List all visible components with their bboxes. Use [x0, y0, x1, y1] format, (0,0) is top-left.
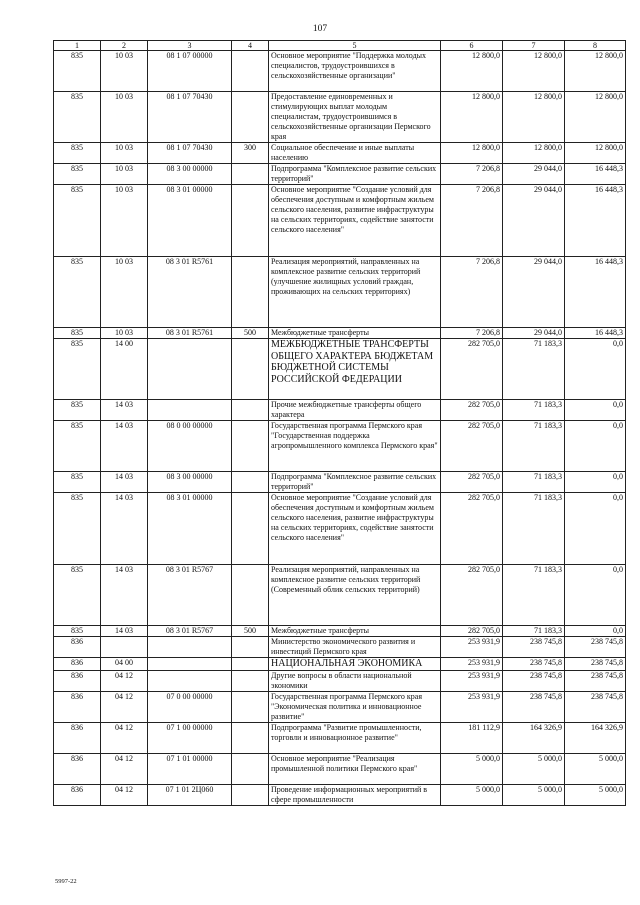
cell-admin-code: 836	[54, 658, 101, 671]
cell-target-article	[148, 637, 232, 658]
cell-description: Реализация мероприятий, направленных на комплексное развитие сельских территорий (Современный облик сельских территорий)	[269, 565, 441, 626]
cell-amount-col6: 253 931,9	[441, 658, 503, 671]
table-row	[54, 658, 626, 671]
column-header: 1	[54, 41, 101, 51]
cell-amount-col7: 71 183,3	[503, 339, 565, 400]
cell-target-article: 08 3 01 R5767	[148, 565, 232, 626]
cell-description: Другие вопросы в области национальной экономики	[269, 670, 441, 691]
cell-amount-col6: 7 206,8	[441, 328, 503, 339]
cell-amount-col6: 12 800,0	[441, 92, 503, 143]
cell-section-code: 04 12	[101, 784, 148, 805]
cell-section-code: 04 12	[101, 670, 148, 691]
cell-amount-col6: 5 000,0	[441, 753, 503, 784]
cell-admin-code: 836	[54, 753, 101, 784]
cell-expense-type	[232, 493, 269, 565]
cell-amount-col6: 7 206,8	[441, 257, 503, 328]
cell-amount-col6: 282 705,0	[441, 400, 503, 421]
cell-description: НАЦИОНАЛЬНАЯ ЭКОНОМИКА	[269, 658, 441, 671]
cell-admin-code: 835	[54, 328, 101, 339]
cell-expense-type	[232, 691, 269, 722]
cell-amount-col7: 5 000,0	[503, 753, 565, 784]
cell-target-article: 07 1 01 00000	[148, 753, 232, 784]
cell-target-article: 07 0 00 00000	[148, 691, 232, 722]
cell-expense-type	[232, 784, 269, 805]
cell-expense-type: 300	[232, 143, 269, 164]
cell-target-article: 08 3 01 R5761	[148, 328, 232, 339]
cell-amount-col8: 16 448,3	[565, 185, 626, 257]
cell-description: Основное мероприятие "Создание условий для обеспечения доступным и комфортным жильем сельского населения, развитие инфраструктуры на сельских территориях, содействие занятости сельского населения"	[269, 185, 441, 257]
cell-admin-code: 835	[54, 257, 101, 328]
cell-amount-col8: 164 326,9	[565, 722, 626, 753]
table-row	[54, 670, 626, 691]
cell-target-article	[148, 670, 232, 691]
cell-amount-col7: 29 044,0	[503, 164, 565, 185]
cell-amount-col7: 238 745,8	[503, 637, 565, 658]
cell-amount-col6: 253 931,9	[441, 637, 503, 658]
cell-section-code: 14 03	[101, 472, 148, 493]
cell-amount-col6: 253 931,9	[441, 670, 503, 691]
cell-admin-code: 836	[54, 722, 101, 753]
cell-amount-col6: 253 931,9	[441, 691, 503, 722]
cell-amount-col7: 29 044,0	[503, 257, 565, 328]
table-row	[54, 753, 626, 784]
table-header-row	[54, 41, 626, 51]
cell-amount-col7: 71 183,3	[503, 565, 565, 626]
column-header: 6	[441, 41, 503, 51]
cell-amount-col6: 5 000,0	[441, 784, 503, 805]
cell-admin-code: 835	[54, 493, 101, 565]
cell-expense-type	[232, 658, 269, 671]
cell-section-code: 14 00	[101, 339, 148, 400]
column-header: 2	[101, 41, 148, 51]
cell-expense-type	[232, 421, 269, 472]
cell-admin-code: 835	[54, 51, 101, 92]
cell-amount-col8: 0,0	[565, 565, 626, 626]
cell-amount-col7: 12 800,0	[503, 92, 565, 143]
table-body	[54, 51, 626, 806]
cell-target-article: 08 1 07 70430	[148, 143, 232, 164]
cell-description: Основное мероприятие "Создание условий для обеспечения доступным и комфортным жильем сельского населения, развитие инфраструктуры на сельских территориях, содействие занятости сельского населения"	[269, 493, 441, 565]
cell-amount-col8: 5 000,0	[565, 784, 626, 805]
cell-amount-col8: 5 000,0	[565, 753, 626, 784]
cell-section-code: 14 03	[101, 493, 148, 565]
cell-amount-col7: 71 183,3	[503, 400, 565, 421]
cell-expense-type	[232, 339, 269, 400]
cell-target-article: 08 1 07 70430	[148, 92, 232, 143]
cell-target-article: 08 3 00 00000	[148, 164, 232, 185]
cell-section-code: 04 12	[101, 753, 148, 784]
cell-target-article: 07 1 00 00000	[148, 722, 232, 753]
cell-expense-type	[232, 185, 269, 257]
cell-expense-type: 500	[232, 626, 269, 637]
table-row	[54, 626, 626, 637]
cell-amount-col6: 282 705,0	[441, 565, 503, 626]
cell-amount-col6: 12 800,0	[441, 51, 503, 92]
cell-amount-col8: 238 745,8	[565, 658, 626, 671]
cell-section-code: 14 03	[101, 400, 148, 421]
cell-admin-code: 835	[54, 92, 101, 143]
table-row	[54, 328, 626, 339]
cell-amount-col8: 12 800,0	[565, 92, 626, 143]
table-row	[54, 257, 626, 328]
cell-admin-code: 835	[54, 185, 101, 257]
cell-amount-col7: 12 800,0	[503, 143, 565, 164]
cell-amount-col6: 282 705,0	[441, 626, 503, 637]
table-row	[54, 421, 626, 472]
cell-expense-type	[232, 722, 269, 753]
cell-section-code: 04 12	[101, 722, 148, 753]
cell-amount-col8: 16 448,3	[565, 328, 626, 339]
cell-description: Основное мероприятие "Реализация промышленной политики Пермского края"	[269, 753, 441, 784]
cell-amount-col6: 282 705,0	[441, 493, 503, 565]
cell-amount-col6: 12 800,0	[441, 143, 503, 164]
cell-admin-code: 835	[54, 164, 101, 185]
cell-target-article: 08 3 00 00000	[148, 472, 232, 493]
cell-expense-type	[232, 670, 269, 691]
cell-amount-col8: 0,0	[565, 493, 626, 565]
cell-target-article	[148, 339, 232, 400]
cell-admin-code: 836	[54, 691, 101, 722]
cell-section-code: 10 03	[101, 143, 148, 164]
cell-amount-col7: 71 183,3	[503, 493, 565, 565]
cell-amount-col8: 16 448,3	[565, 164, 626, 185]
cell-expense-type: 500	[232, 328, 269, 339]
cell-expense-type	[232, 257, 269, 328]
cell-description: Подпрограмма "Комплексное развитие сельских территорий"	[269, 164, 441, 185]
cell-section-code: 14 03	[101, 421, 148, 472]
cell-amount-col7: 71 183,3	[503, 421, 565, 472]
cell-target-article	[148, 658, 232, 671]
cell-target-article: 08 3 01 00000	[148, 493, 232, 565]
cell-amount-col8: 0,0	[565, 339, 626, 400]
table-row	[54, 637, 626, 658]
cell-expense-type	[232, 51, 269, 92]
table-row	[54, 92, 626, 143]
cell-amount-col8: 0,0	[565, 626, 626, 637]
table-row	[54, 784, 626, 805]
cell-amount-col6: 181 112,9	[441, 722, 503, 753]
cell-amount-col6: 7 206,8	[441, 185, 503, 257]
cell-description: МЕЖБЮДЖЕТНЫЕ ТРАНСФЕРТЫ ОБЩЕГО ХАРАКТЕРА БЮДЖЕТАМ БЮДЖЕТНОЙ СИСТЕМЫ РОССИЙСКОЙ ФЕДЕРАЦИИ	[269, 339, 441, 400]
table-row	[54, 400, 626, 421]
cell-target-article: 08 3 01 R5761	[148, 257, 232, 328]
page-number: 107	[312, 24, 328, 34]
cell-admin-code: 835	[54, 143, 101, 164]
cell-amount-col8: 0,0	[565, 472, 626, 493]
cell-target-article: 08 3 01 R5767	[148, 626, 232, 637]
cell-description: Подпрограмма "Комплексное развитие сельских территорий"	[269, 472, 441, 493]
column-header: 7	[503, 41, 565, 51]
cell-admin-code: 836	[54, 637, 101, 658]
cell-description: Государственная программа Пермского края "Государственная поддержка агропромышленного комплекса Пермского края"	[269, 421, 441, 472]
table-row	[54, 339, 626, 400]
cell-amount-col6: 7 206,8	[441, 164, 503, 185]
cell-amount-col8: 0,0	[565, 400, 626, 421]
cell-expense-type	[232, 472, 269, 493]
cell-admin-code: 835	[54, 472, 101, 493]
cell-section-code	[101, 637, 148, 658]
column-header: 3	[148, 41, 232, 51]
cell-expense-type	[232, 164, 269, 185]
cell-section-code: 10 03	[101, 328, 148, 339]
budget-table	[53, 40, 626, 806]
cell-amount-col7: 238 745,8	[503, 670, 565, 691]
cell-amount-col7: 71 183,3	[503, 626, 565, 637]
cell-amount-col8: 0,0	[565, 421, 626, 472]
cell-description: Подпрограмма "Развитие промышленности, торговли и инновационное развитие"	[269, 722, 441, 753]
cell-description: Министерство экономического развития и инвестиций Пермского края	[269, 637, 441, 658]
cell-amount-col6: 282 705,0	[441, 339, 503, 400]
cell-expense-type	[232, 92, 269, 143]
cell-description: Межбюджетные трансферты	[269, 626, 441, 637]
table-row	[54, 185, 626, 257]
table-row	[54, 493, 626, 565]
cell-expense-type	[232, 753, 269, 784]
cell-amount-col8: 12 800,0	[565, 143, 626, 164]
cell-description: Социальное обеспечение и иные выплаты населению	[269, 143, 441, 164]
cell-section-code: 10 03	[101, 51, 148, 92]
cell-amount-col7: 164 326,9	[503, 722, 565, 753]
cell-admin-code: 835	[54, 421, 101, 472]
cell-target-article: 08 0 00 00000	[148, 421, 232, 472]
cell-amount-col8: 238 745,8	[565, 691, 626, 722]
cell-section-code: 04 00	[101, 658, 148, 671]
cell-section-code: 10 03	[101, 164, 148, 185]
cell-description: Основное мероприятие "Поддержка молодых специалистов, трудоустроившихся в сельскохозяйственные организации"	[269, 51, 441, 92]
table-row	[54, 565, 626, 626]
cell-target-article: 08 3 01 00000	[148, 185, 232, 257]
cell-amount-col8: 16 448,3	[565, 257, 626, 328]
cell-amount-col8: 12 800,0	[565, 51, 626, 92]
cell-expense-type	[232, 400, 269, 421]
table-row	[54, 143, 626, 164]
cell-amount-col6: 282 705,0	[441, 421, 503, 472]
cell-admin-code: 836	[54, 670, 101, 691]
cell-amount-col7: 71 183,3	[503, 472, 565, 493]
cell-description: Межбюджетные трансферты	[269, 328, 441, 339]
cell-expense-type	[232, 637, 269, 658]
cell-description: Реализация мероприятий, направленных на комплексное развитие сельских территорий (улучшение жилищных условий граждан, проживающих на сельских территориях)	[269, 257, 441, 328]
cell-admin-code: 835	[54, 565, 101, 626]
cell-section-code: 14 03	[101, 565, 148, 626]
cell-amount-col7: 238 745,8	[503, 691, 565, 722]
cell-target-article	[148, 400, 232, 421]
cell-section-code: 04 12	[101, 691, 148, 722]
cell-admin-code: 836	[54, 784, 101, 805]
cell-amount-col8: 238 745,8	[565, 670, 626, 691]
cell-description: Прочие межбюджетные трансферты общего характера	[269, 400, 441, 421]
cell-expense-type	[232, 565, 269, 626]
cell-description: Предоставление единовременных и стимулирующих выплат молодым специалистам, трудоустроившимся в сельскохозяйственные организации Пермского края	[269, 92, 441, 143]
table-row	[54, 51, 626, 92]
table-row	[54, 472, 626, 493]
column-header: 8	[565, 41, 626, 51]
cell-target-article: 08 1 07 00000	[148, 51, 232, 92]
cell-amount-col7: 29 044,0	[503, 185, 565, 257]
cell-description: Государственная программа Пермского края "Экономическая политика и инновационное развитие"	[269, 691, 441, 722]
table-row	[54, 691, 626, 722]
cell-section-code: 10 03	[101, 257, 148, 328]
footer-code: 5997-22	[55, 878, 77, 885]
cell-admin-code: 835	[54, 400, 101, 421]
cell-amount-col7: 5 000,0	[503, 784, 565, 805]
cell-section-code: 14 03	[101, 626, 148, 637]
cell-amount-col6: 282 705,0	[441, 472, 503, 493]
cell-amount-col7: 29 044,0	[503, 328, 565, 339]
cell-section-code: 10 03	[101, 185, 148, 257]
cell-target-article: 07 1 01 2Ц060	[148, 784, 232, 805]
cell-amount-col7: 12 800,0	[503, 51, 565, 92]
cell-admin-code: 835	[54, 626, 101, 637]
column-header: 5	[269, 41, 441, 51]
column-header: 4	[232, 41, 269, 51]
cell-amount-col8: 238 745,8	[565, 637, 626, 658]
cell-amount-col7: 238 745,8	[503, 658, 565, 671]
table-row	[54, 164, 626, 185]
table-row	[54, 722, 626, 753]
cell-admin-code: 835	[54, 339, 101, 400]
cell-description: Проведение информационных мероприятий в сфере промышленности	[269, 784, 441, 805]
cell-section-code: 10 03	[101, 92, 148, 143]
